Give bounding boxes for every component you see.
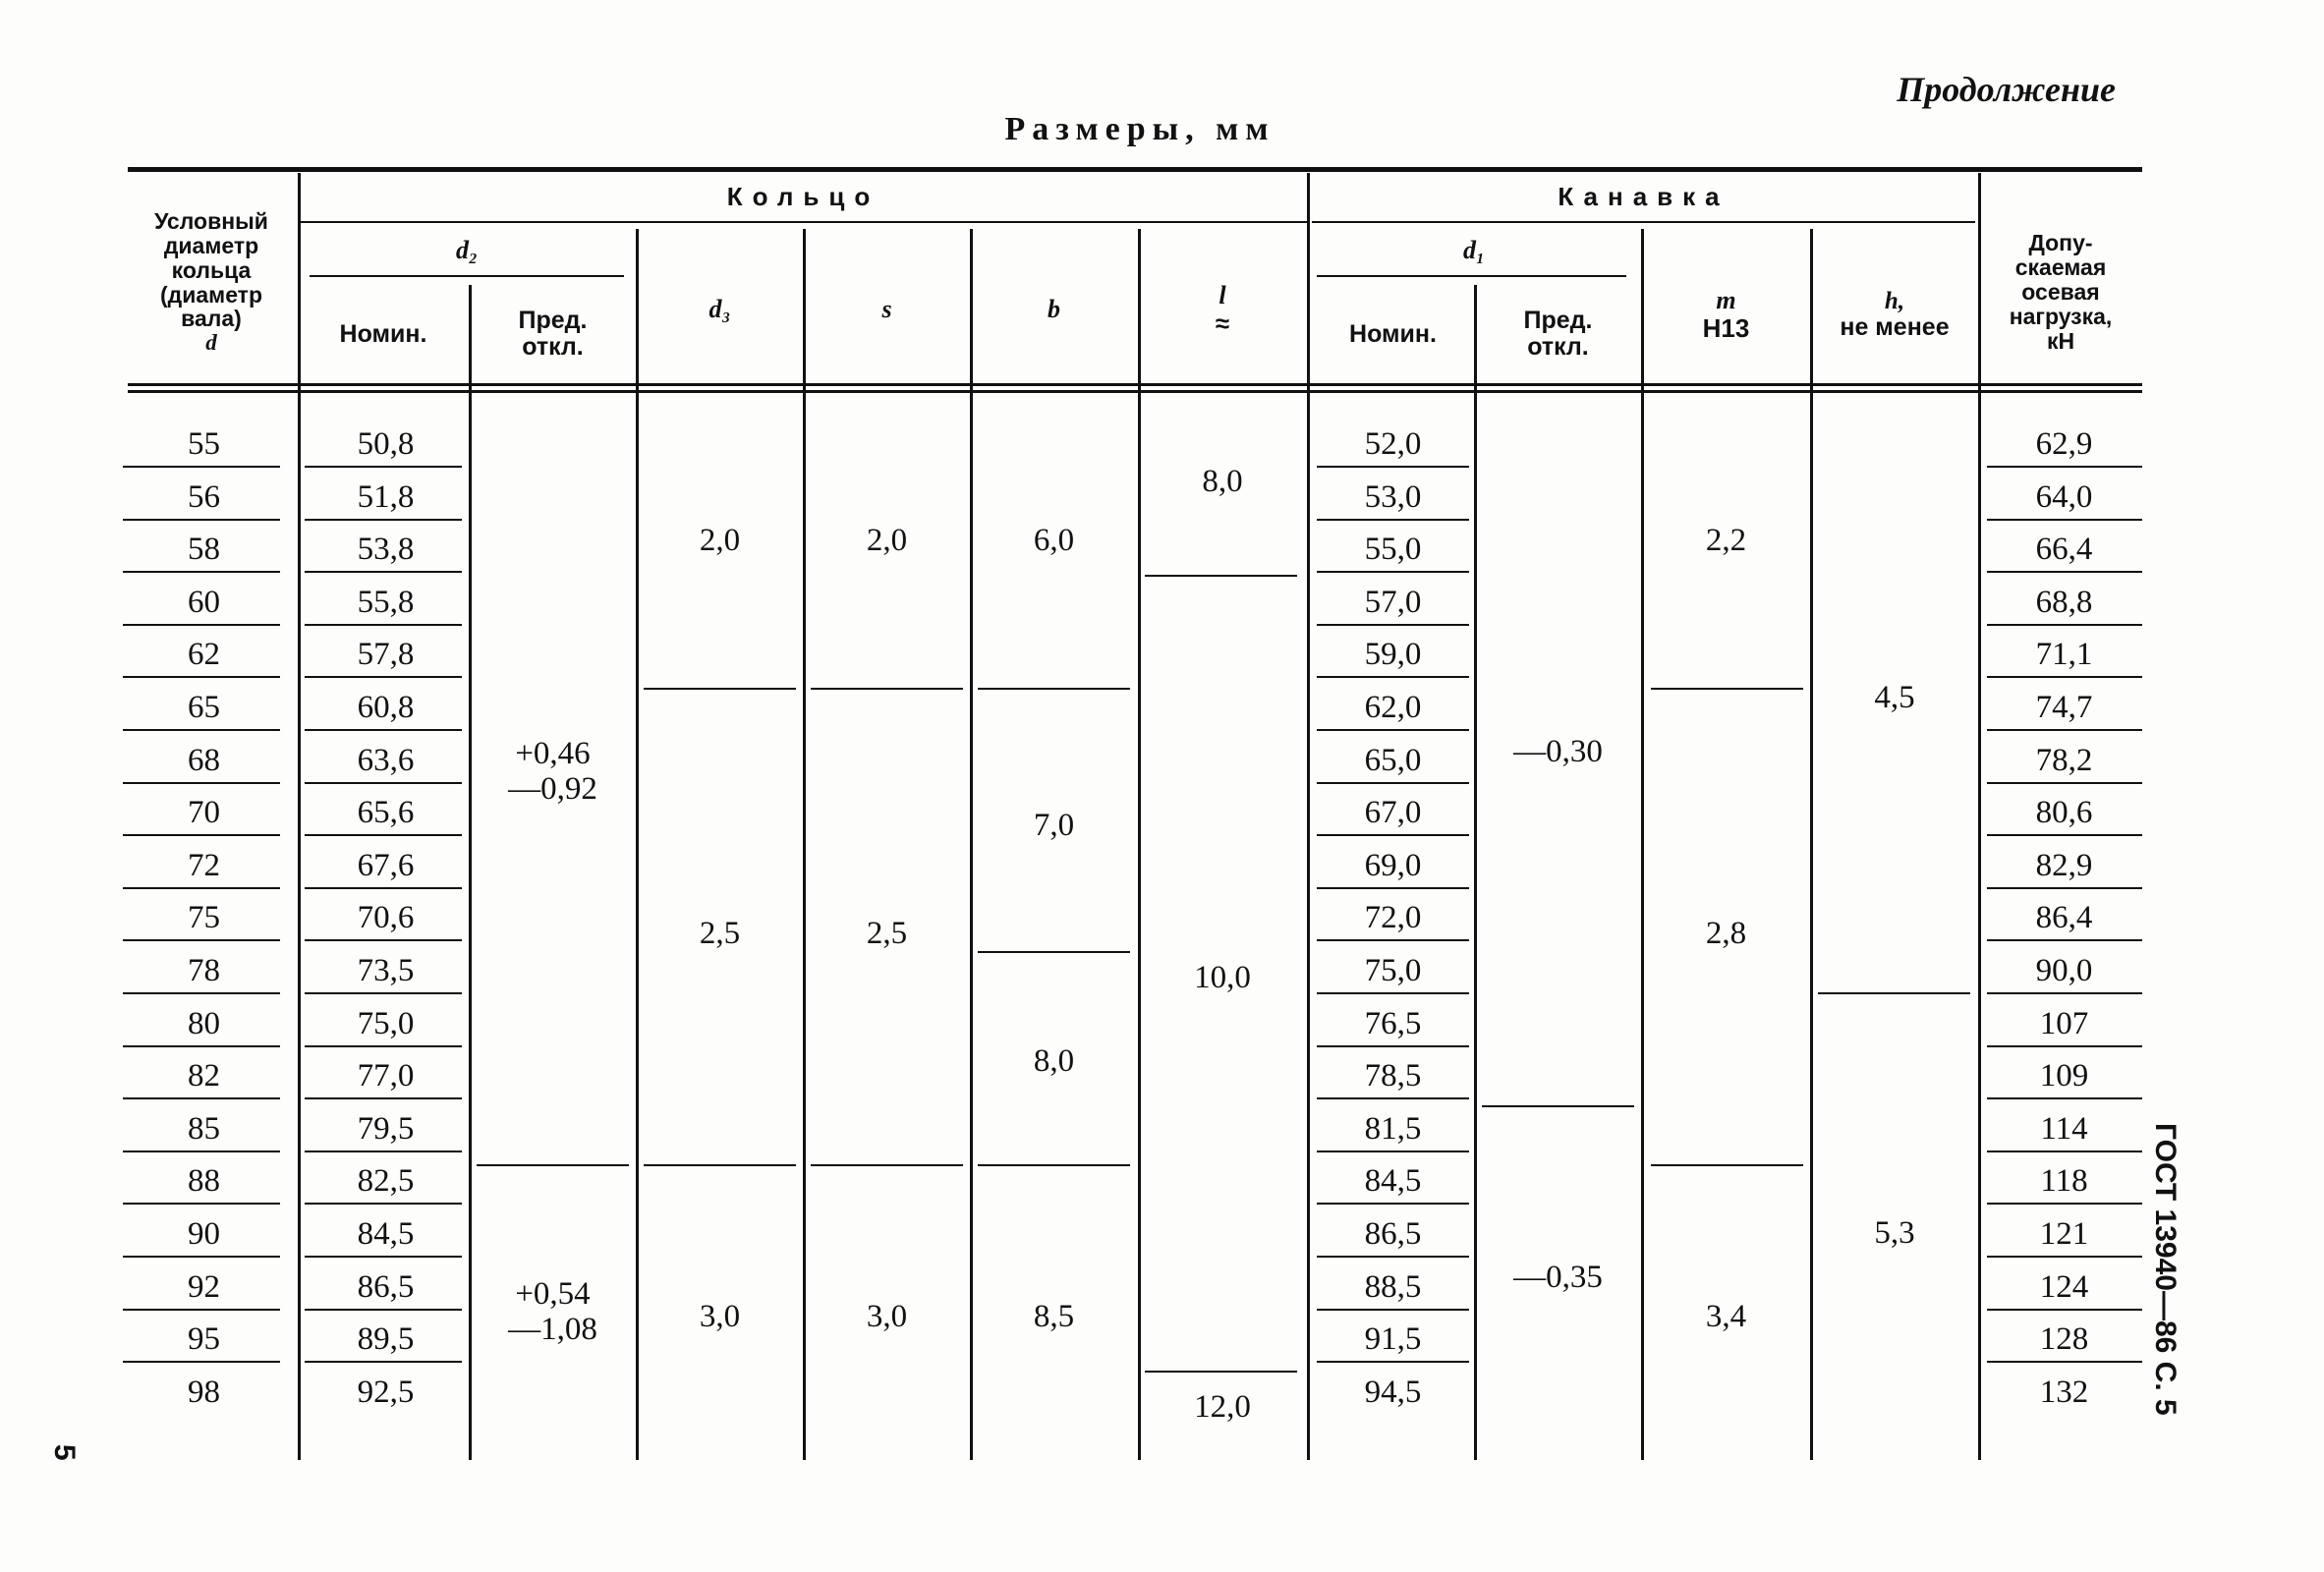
row-underline [1317,1256,1469,1258]
nominal-diameter-cell: 55 [188,426,220,462]
header-l: l ≈ [1215,280,1230,338]
nominal-diameter-cell: 98 [188,1374,220,1410]
header-d1-nominal: Номин. [1349,319,1437,348]
m-group-2: 2,8 [1705,916,1747,951]
d2-nominal-cell: 77,0 [357,1058,415,1095]
d2-nominal-cell: 86,5 [357,1268,415,1305]
header-bottom-rule-2 [128,390,2142,393]
row-underline [1317,1361,1469,1363]
header-divider-groove [1312,221,1975,223]
row-underline [1987,1045,2142,1047]
d2-nominal-cell: 73,5 [357,953,415,988]
b-group-2: 7,0 [1033,808,1075,843]
d2-nominal-cell: 60,8 [357,690,415,725]
d2-nominal-cell: 53,8 [357,532,415,568]
row-underline [123,519,280,521]
m-group-1: 2,2 [1705,523,1747,558]
row-underline [123,1256,280,1258]
group-separator [1482,1105,1634,1107]
d3-group-3: 3,0 [699,1299,741,1334]
d1-nominal-cell: 62,0 [1364,690,1422,725]
row-underline [123,1309,280,1311]
row-underline [123,887,280,889]
row-underline [1317,782,1469,784]
allowable-load-cell: 128 [2039,1321,2089,1358]
allowable-load-cell: 124 [2039,1268,2089,1305]
group-separator [978,951,1130,953]
allowable-load-cell: 80,6 [2035,795,2093,831]
row-underline [1317,992,1469,994]
group-separator [811,688,963,690]
row-underline [123,571,280,573]
row-underline [1317,1309,1469,1311]
table-top-rule [128,167,2142,172]
h-group-1: 4,5 [1874,680,1915,715]
nominal-diameter-cell: 65 [188,690,220,725]
nominal-diameter-cell: 82 [188,1058,220,1095]
header-bottom-rule-1 [128,383,2142,386]
d2-nominal-cell: 65,6 [357,795,415,831]
row-underline [1987,782,2142,784]
header-ring-group: Кольцо [726,181,880,211]
group-separator [1651,688,1803,690]
allowable-load-cell: 78,2 [2035,742,2093,778]
grid-line [1138,229,1141,1460]
header-allowable-load: Допу- скаемая осевая нагрузка, кН [2009,230,2113,354]
nominal-diameter-cell: 60 [188,584,220,620]
row-underline [123,1151,280,1152]
nominal-diameter-cell: 90 [188,1216,220,1252]
d2-nominal-cell: 70,6 [357,900,415,936]
allowable-load-cell: 121 [2039,1216,2089,1252]
grid-line [1978,173,1981,1460]
row-underline [305,676,462,678]
header-d1-tolerance: Пред. откл. [1523,307,1593,361]
row-underline [1987,1097,2142,1099]
d1-nominal-cell: 67,0 [1364,795,1422,831]
d2-nominal-cell: 67,6 [357,847,415,883]
row-underline [1317,1203,1469,1205]
row-underline [305,887,462,889]
d2-nominal-cell: 57,8 [357,637,415,673]
row-underline [123,624,280,626]
row-underline [305,1203,462,1205]
row-underline [1987,1256,2142,1258]
nominal-diameter-cell: 95 [188,1321,220,1358]
allowable-load-cell: 86,4 [2035,900,2093,936]
standard-side-label: ГОСТ 13940—86 С. 5 [2149,1123,2182,1416]
group-separator [1651,1164,1803,1166]
row-underline [1987,571,2142,573]
allowable-load-cell: 90,0 [2035,953,2093,988]
d2-nominal-cell: 75,0 [357,1005,415,1041]
b-group-1: 6,0 [1033,523,1075,558]
row-underline [123,992,280,994]
row-underline [123,729,280,731]
row-underline [305,1361,462,1363]
row-underline [1987,992,2142,994]
header-divider-d2 [310,275,624,277]
row-underline [305,519,462,521]
header-b: b [1048,294,1060,323]
row-underline [1317,676,1469,678]
group-separator [477,1164,629,1166]
row-underline [1987,834,2142,836]
header-d3: d₃ [709,294,731,323]
nominal-diameter-cell: 85 [188,1110,220,1147]
grid-line [803,229,806,1460]
row-underline [305,782,462,784]
d1-nominal-cell: 57,0 [1364,584,1422,620]
row-underline [1317,834,1469,836]
d1-nominal-cell: 81,5 [1364,1110,1422,1147]
d1-nominal-cell: 75,0 [1364,953,1422,988]
grid-line [1307,173,1310,1460]
row-underline [1317,887,1469,889]
group-separator [1818,992,1970,994]
row-underline [123,782,280,784]
nominal-diameter-cell: 75 [188,900,220,936]
nominal-diameter-cell: 56 [188,478,220,515]
page-number: 5 [48,1444,81,1461]
group-separator [644,688,796,690]
allowable-load-cell: 82,9 [2035,847,2093,883]
row-underline [1317,519,1469,521]
d2-nominal-cell: 82,5 [357,1163,415,1200]
continuation-label: Продолжение [1897,70,2116,109]
grid-line [1641,229,1644,1460]
b-group-3: 8,0 [1033,1043,1075,1079]
row-underline [1987,887,2142,889]
row-underline [305,1097,462,1099]
row-underline [1987,939,2142,941]
b-group-4: 8,5 [1033,1299,1075,1334]
row-underline [305,571,462,573]
d1-nominal-cell: 94,5 [1364,1374,1422,1410]
allowable-load-cell: 109 [2039,1058,2089,1095]
row-underline [305,1309,462,1311]
d1-tolerance-group-1: —0,30 [1513,734,1603,769]
row-underline [123,466,280,468]
row-underline [123,676,280,678]
d2-nominal-cell: 55,8 [357,584,415,620]
row-underline [305,939,462,941]
l-group-2: 10,0 [1194,960,1251,995]
d1-nominal-cell: 65,0 [1364,742,1422,778]
row-underline [123,1045,280,1047]
grid-line [298,173,301,1460]
d1-nominal-cell: 88,5 [1364,1268,1422,1305]
row-underline [1987,1151,2142,1152]
s-group-3: 3,0 [866,1299,908,1334]
allowable-load-cell: 71,1 [2035,637,2093,673]
row-underline [1987,729,2142,731]
row-underline [305,992,462,994]
header-d1: d₁ [1462,235,1486,264]
l-group-3: 12,0 [1194,1389,1251,1425]
l-group-1: 8,0 [1202,464,1243,499]
row-underline [1317,624,1469,626]
d1-nominal-cell: 76,5 [1364,1005,1422,1041]
header-m: m H13 [1702,285,1750,343]
allowable-load-cell: 107 [2039,1005,2089,1041]
row-underline [1987,1309,2142,1311]
header-divider-d1 [1317,275,1626,277]
d1-nominal-cell: 55,0 [1364,532,1422,568]
nominal-diameter-cell: 62 [188,637,220,673]
group-separator [978,688,1130,690]
d1-nominal-cell: 78,5 [1364,1058,1422,1095]
row-underline [305,1256,462,1258]
row-underline [1987,519,2142,521]
row-underline [1317,571,1469,573]
header-d2: d₂ [455,235,479,264]
nominal-diameter-cell: 88 [188,1163,220,1200]
row-underline [305,466,462,468]
group-separator [1145,575,1297,577]
allowable-load-cell: 62,9 [2035,426,2093,462]
d1-nominal-cell: 52,0 [1364,426,1422,462]
h-group-2: 5,3 [1874,1215,1915,1251]
header-h: h, не менее [1840,288,1950,341]
allowable-load-cell: 114 [2040,1110,2088,1147]
m-group-3: 3,4 [1705,1299,1747,1334]
d1-nominal-cell: 72,0 [1364,900,1422,936]
header-nominal-diameter: Условный диаметр кольца (диаметр вала) d [154,208,268,356]
row-underline [123,1361,280,1363]
d2-nominal-cell: 89,5 [357,1321,415,1358]
row-underline [1317,939,1469,941]
row-underline [123,1097,280,1099]
row-underline [123,939,280,941]
d1-nominal-cell: 86,5 [1364,1216,1422,1252]
row-underline [123,834,280,836]
row-underline [1317,729,1469,731]
row-underline [1987,1361,2142,1363]
nominal-diameter-cell: 78 [188,953,220,988]
d2-nominal-cell: 51,8 [357,478,415,515]
d1-tolerance-group-2: —0,35 [1513,1260,1603,1295]
allowable-load-cell: 118 [2040,1163,2088,1200]
d1-nominal-cell: 91,5 [1364,1321,1422,1358]
header-d2-nominal: Номин. [339,319,427,348]
header-divider-ring [300,221,1307,223]
d3-group-2: 2,5 [699,916,741,951]
row-underline [1987,676,2142,678]
d2-nominal-cell: 84,5 [357,1216,415,1252]
group-separator [811,1164,963,1166]
nominal-diameter-cell: 72 [188,847,220,883]
header-d2-tolerance: Пред. откл. [518,307,588,361]
d2-nominal-cell: 92,5 [357,1374,415,1410]
d2-tolerance-group-1: +0,46 —0,92 [508,736,597,807]
d2-nominal-cell: 79,5 [357,1110,415,1147]
row-underline [305,1045,462,1047]
d2-nominal-cell: 63,6 [357,742,415,778]
header-s: s [881,294,892,323]
d3-group-1: 2,0 [699,523,741,558]
nominal-diameter-cell: 58 [188,532,220,568]
allowable-load-cell: 132 [2039,1374,2089,1410]
row-underline [1317,1151,1469,1152]
table-title: Размеры, мм [1004,111,1275,147]
row-underline [1317,466,1469,468]
d1-nominal-cell: 59,0 [1364,637,1422,673]
s-group-1: 2,0 [866,523,908,558]
group-separator [1145,1371,1297,1373]
grid-line [1810,229,1813,1460]
group-separator [644,1164,796,1166]
row-underline [1987,466,2142,468]
row-underline [1987,624,2142,626]
allowable-load-cell: 68,8 [2035,584,2093,620]
allowable-load-cell: 64,0 [2035,478,2093,515]
nominal-diameter-cell: 68 [188,742,220,778]
row-underline [1987,1203,2142,1205]
row-underline [305,729,462,731]
allowable-load-cell: 74,7 [2035,690,2093,725]
d1-nominal-cell: 69,0 [1364,847,1422,883]
row-underline [305,834,462,836]
s-group-2: 2,5 [866,916,908,951]
row-underline [1317,1097,1469,1099]
header-groove-group: Канавка [1558,181,1729,211]
row-underline [305,1151,462,1152]
d2-tolerance-group-2: +0,54 —1,08 [508,1276,597,1347]
d2-nominal-cell: 50,8 [357,426,415,462]
nominal-diameter-cell: 80 [188,1005,220,1041]
grid-line [636,229,639,1460]
nominal-diameter-cell: 92 [188,1268,220,1305]
d1-nominal-cell: 53,0 [1364,478,1422,515]
row-underline [305,624,462,626]
row-underline [123,1203,280,1205]
row-underline [1317,1045,1469,1047]
nominal-diameter-cell: 70 [188,795,220,831]
allowable-load-cell: 66,4 [2035,532,2093,568]
d1-nominal-cell: 84,5 [1364,1163,1422,1200]
group-separator [978,1164,1130,1166]
